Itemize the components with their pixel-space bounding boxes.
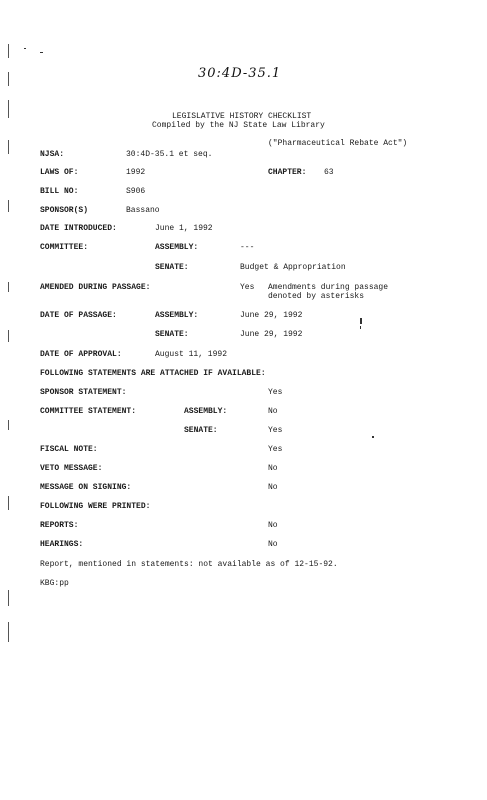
message-on-signing-value: No	[268, 483, 278, 492]
fiscal-note-value: Yes	[268, 445, 283, 454]
scan-speck	[24, 48, 26, 49]
committee-senate-value: Budget & Appropriation	[240, 263, 346, 272]
laws-of-value: 1992	[126, 168, 146, 177]
scan-speck	[360, 318, 362, 324]
statement-senate-value: Yes	[268, 426, 283, 435]
njsa-label: NJSA:	[40, 150, 65, 159]
chapter-label: CHAPTER:	[268, 168, 307, 177]
scan-edge-mark	[8, 496, 9, 510]
amended-value: Yes	[240, 283, 255, 292]
date-introduced-value: June 1, 1992	[155, 224, 213, 233]
scan-edge-mark	[8, 200, 9, 212]
page-title: LEGISLATIVE HISTORY CHECKLIST	[172, 112, 312, 121]
date-of-approval-value: August 11, 1992	[155, 350, 228, 359]
scan-edge-mark	[8, 330, 9, 342]
scan-edge-mark	[8, 100, 9, 118]
message-on-signing-label: MESSAGE ON SIGNING:	[40, 483, 132, 492]
statement-senate-label: SENATE:	[184, 426, 218, 435]
njsa-value: 30:4D-35.1 et seq.	[126, 150, 213, 159]
sponsor-label: SPONSOR(S)	[40, 206, 89, 215]
veto-message-value: No	[268, 464, 278, 473]
passage-assembly-value: June 29, 1992	[240, 311, 303, 320]
scan-edge-mark	[8, 44, 9, 58]
committee-label: COMMITTEE:	[40, 243, 89, 252]
passage-senate-label: SENATE:	[155, 330, 189, 339]
page-subtitle: Compiled by the NJ State Law Library	[152, 121, 325, 130]
scan-edge-mark	[8, 282, 9, 292]
date-introduced-label: DATE INTRODUCED:	[40, 224, 117, 233]
sponsor-statement-label: SPONSOR STATEMENT:	[40, 388, 127, 397]
scan-speck	[372, 436, 374, 438]
veto-message-label: VETO MESSAGE:	[40, 464, 103, 473]
hearings-label: HEARINGS:	[40, 540, 84, 549]
date-of-approval-label: DATE OF APPROVAL:	[40, 350, 122, 359]
handwritten-statute-code: 30:4D-35.1	[198, 66, 282, 81]
scan-edge-mark	[8, 622, 9, 642]
scan-edge-mark	[8, 420, 9, 430]
act-name: ("Pharmaceutical Rebate Act")	[268, 139, 408, 148]
hearings-value: No	[268, 540, 278, 549]
bill-no-label: BILL NO:	[40, 187, 79, 196]
committee-assembly-value: ---	[240, 243, 255, 252]
footer-note: Report, mentioned in statements: not available as of 12-15-92.	[40, 560, 338, 569]
committee-statement-label: COMMITTEE STATEMENT:	[40, 407, 137, 416]
sponsor-value: Bassano	[126, 206, 160, 215]
footer-initials: KBG:pp	[40, 579, 69, 588]
amended-note-line2: denoted by asterisks	[268, 292, 365, 301]
bill-no-value: S906	[126, 187, 146, 196]
statements-heading: FOLLOWING STATEMENTS ARE ATTACHED IF AVAILABLE:	[40, 369, 266, 378]
amended-label: AMENDED DURING PASSAGE:	[40, 283, 151, 292]
amended-note-line1: Amendments during passage	[268, 283, 389, 292]
printed-heading: FOLLOWING WERE PRINTED:	[40, 502, 151, 511]
date-of-passage-label: DATE OF PASSAGE:	[40, 311, 117, 320]
laws-of-label: LAWS OF:	[40, 168, 79, 177]
chapter-value: 63	[324, 168, 334, 177]
sponsor-statement-value: Yes	[268, 388, 283, 397]
scan-speck	[40, 52, 43, 53]
reports-value: No	[268, 521, 278, 530]
scan-edge-mark	[8, 590, 9, 606]
scan-edge-mark	[8, 140, 9, 154]
committee-senate-label: SENATE:	[155, 263, 189, 272]
fiscal-note-label: FISCAL NOTE:	[40, 445, 98, 454]
reports-label: REPORTS:	[40, 521, 79, 530]
statement-assembly-value: No	[268, 407, 278, 416]
passage-senate-value: June 29, 1992	[240, 330, 303, 339]
scan-edge-mark	[8, 72, 9, 86]
statement-assembly-label: ASSEMBLY:	[184, 407, 228, 416]
committee-assembly-label: ASSEMBLY:	[155, 243, 199, 252]
passage-assembly-label: ASSEMBLY:	[155, 311, 199, 320]
scan-speck	[360, 326, 361, 329]
